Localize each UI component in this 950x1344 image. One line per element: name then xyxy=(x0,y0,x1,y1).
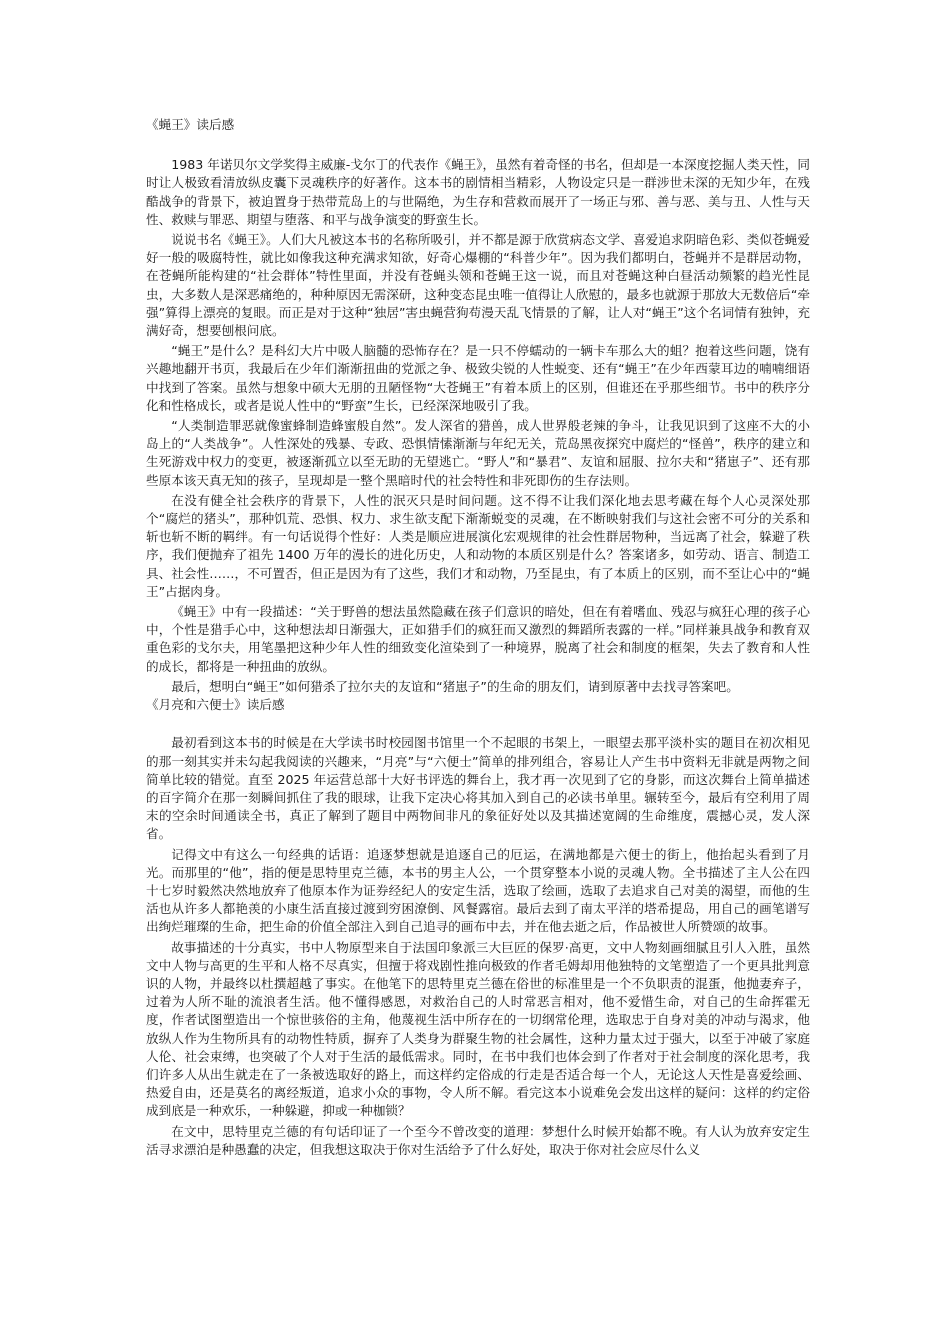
essay1-paragraph: 《蝇王》中有一段描述：“关于野兽的想法虽然隐藏在孩子们意识的暗处，但在有着嗜血、残忍与疯狂心理的孩子心中，个性是猎手心中，这种想法却日渐强大，正如猎手们的疯狂而又激烈的舞蹈所表露的一样。”同样兼具战争和教育双重色彩的戈尔夫，用笔墨把这种少年人性的细致变化渲染到了一种境界，脱离了社会和制度的框架，失去了教育和人性的成长，都将是一种扭曲的放纵。 xyxy=(146,604,810,674)
essay1-paragraph: 说说书名《蝇王》。人们大凡被这本书的名称所吸引，并不都是源于欣赏病态文学、喜爱追求阴暗色彩、类似苍蝇爱好一般的吸腐特性，就比如像我这种充满求知欲，好奇心爆棚的“科普少年”。因为我们都明白，苍蝇并不是群居动物，在苍蝇所能构建的“社会群体”特性里面，并没有苍蝇头领和苍蝇王这一说，而且对苍蝇这种白昼活动频繁的趋光性昆虫，大多数人是深恶痛绝的，种种原因无需深研，这种变态昆虫唯一值得让人欣慰的，最多也就源于那放大无数倍后“牵强”算得上漂亮的复眼。而正是对于这种“独居”害虫蝇营狗苟漫天乱飞情景的了解，让人对“蝇王”这个名词情有独钟，充满好奇，想要刨根问底。 xyxy=(146,232,810,339)
essay1-paragraph: 1983 年诺贝尔文学奖得主威廉-戈尔丁的代表作《蝇王》，虽然有着奇怪的书名，但却是一本深度挖掘人类天性，同时让人极致看清放纵皮囊下灵魂秩序的好著作。这本书的剧情相当精彩，人物设定只是一群涉世未深的无知少年，在残酷战争的背景下，被迫置身于热带荒岛上的与世隔绝，为生存和营救而展开了一场正与邪、善与恶、美与丑、人性与天性、救赎与罪恶、期望与堕落、和平与战争演变的野蛮生长。 xyxy=(146,157,810,227)
essay2-title: 《月亮和六便士》读后感 xyxy=(146,697,285,713)
essay2-paragraph: 在文中，思特里克兰德的有句话印证了一个至今不曾改变的道理：梦想什么时候开始都不晚。有人认为放弃安定生活寻求漂泊是种愚蠢的决定，但我想这取决于你对生活给予了什么好处，取决于你对社会应尽什么义 xyxy=(146,1123,810,1157)
essay2-paragraph: 记得文中有这么一句经典的话语：追逐梦想就是追逐自己的厄运，在满地都是六便士的街上，他抬起头看到了月光。而那里的“他”，指的便是思特里克兰德，本书的男主人公，一个贯穿整本小说的灵魂人物。全书描述了主人公在四十七岁时毅然决然地放弃了他原本作为证券经纪人的安定生活，选取了绘画，选取了去追求自己对美的渴望，而他的生活也从许多人都艳羡的小康生活直接过渡到穷困潦倒、风餐露宿。最后去到了南太平洋的塔希提岛，用自己的画笔谱写出绚烂璀璨的生命，把生命的价值全部注入到自己追寻的画布中去，并在他去逝之后，作品被世人所赞颂的故事。 xyxy=(146,846,810,935)
essay1-paragraph: 在没有健全社会秩序的背景下，人性的泯灭只是时间问题。这不得不让我们深化地去思考藏在每个人心灵深处那个“腐烂的猪头”，那种饥荒、恐惧、权力、求生欲支配下渐渐蜕变的灵魂，在不断映射我们与这社会密不可分的关系和斩也斩不断的羁绊。有一句话说得个性好：人类是顺应进展演化宏观规律的社会性群居物种，当远离了社会，躲避了秩序，我们便抛弃了祖先 1400 万年的漫长的进化历史，人和动物的本质区别是什么？答案诸多，如劳动、语言、制造工具、社会性……，不可置否，但正是因为有了这些，我们才和动物，乃至昆虫，有了本质上的区别，而不至让心中的“蝇王”占据肉身。 xyxy=(146,492,810,599)
essay2-paragraph: 最初看到这本书的时候是在大学读书时校园图书馆里一个不起眼的书架上，一眼望去那平淡朴实的题目在初次相见的那一刻其实并未勾起我阅读的兴趣来，“月亮”与“六便士”简单的排列组合，容易让人产生书中资料无非就是两物之间简单比较的错觉。直至 2025 年运营总部十大好书评选的舞台上，我才再一次见到了它的身影，而这次舞台上简单描述的百字简介在那一刻瞬间抓住了我的眼球，让我下定决心将其加入到自己的必读书单里。辗转至今，最后有空利用了周末的空余时间通读全书，真正了解到了题目中两物间非凡的象征好处以及其描述宽阔的生命维度，震撼心灵，发人深省。 xyxy=(146,735,810,842)
essay1-title: 《蝇王》读后感 xyxy=(146,117,235,132)
document-page xyxy=(146,116,810,1161)
essay2-paragraph: 故事描述的十分真实，书中人物原型来自于法国印象派三大巨匠的保罗·高更，文中人物刻画细腻且引人入胜，虽然文中人物与高更的生平和人格不尽真实，但擅于将戏剧性推向极致的作者毛姆却用他独特的文笔塑造了一个更具批判意识的人物，并最终以杜撰超越了事实。在他笔下的思特里克兰德在俗世的标准里是一个不负职责的混蛋，他抛妻弃子，过着为人所不耻的流浪者生活。他不懂得感恩，对救治自己的人时常恶言相对，他不爱惜生命，对自己的生命挥霍无度，作者试图塑造出一个惊世骇俗的主角，他蔑视生活中所存在的一切纲常伦理，选取忠于自身对美的冲动与渴求，他放纵人作为生物所具有的动物性特质，摒弃了人类身为群聚生物的社会属性，这种力量太过于强大，以至于冲破了家庭人伦、社会束缚，也突破了个人对于生活的最低需求。同时，在书中我们也体会到了作者对于社会制度的深化思考，我们许多人从出生就走在了一条被选取好的路上，而这样约定俗成的行走是否适合每一个人，无论这人天性是喜爱绘画、热爱自由，还是莫名的离经叛道，追求小众的事物，令人所不解。看完这本小说难免会发出这样的疑问：这样的约定俗成到底是一种欢乐，一种躲避，抑或一种枷锁？ xyxy=(146,939,810,1119)
essay1-paragraph: “人类制造罪恶就像蜜蜂制造蜂蜜般自然”。发人深省的猎兽，成人世界般老辣的争斗，让我见识到了这座不大的小岛上的“人类战争”。人性深处的残暴、专政、恐惧情愫渐渐与年纪无关，荒岛黑夜探究中腐烂的“怪兽”，秩序的建立和生死游戏中权力的变更，被逐渐孤立以至无助的无望逃亡。“野人”和“暴君”、友谊和屈服、拉尔夫和“猪崽子”、还有那些原本该天真无知的孩子，呈现却是一整个黑暗时代的社会特性和非死即伤的生存法则。 xyxy=(146,418,810,488)
essay1-paragraph: 最后，想明白“蝇王”如何猎杀了拉尔夫的友谊和“猪崽子”的生命的朋友们，请到原著中去找寻答案吧。 xyxy=(171,678,739,694)
essay1-paragraph: “蝇王”是什么？是科幻大片中吸人脑髓的恐怖存在？是一只不停蠕动的一辆卡车那么大的蛆？抱着这些问题，饶有兴趣地翻开书页，我最后在少年们渐渐扭曲的党派之争、极致尖锐的人性蜕变、还有“蝇王”在少年西蒙耳边的喃喃细语中找到了答案。虽然与想象中硕大无朋的丑陋怪物“大苍蝇王”有着本质上的区别，但谁还在乎那些细节。书中的秩序分化和性格成长，或者是说人性中的“野蛮”生长，已经深深地吸引了我。 xyxy=(146,343,810,413)
